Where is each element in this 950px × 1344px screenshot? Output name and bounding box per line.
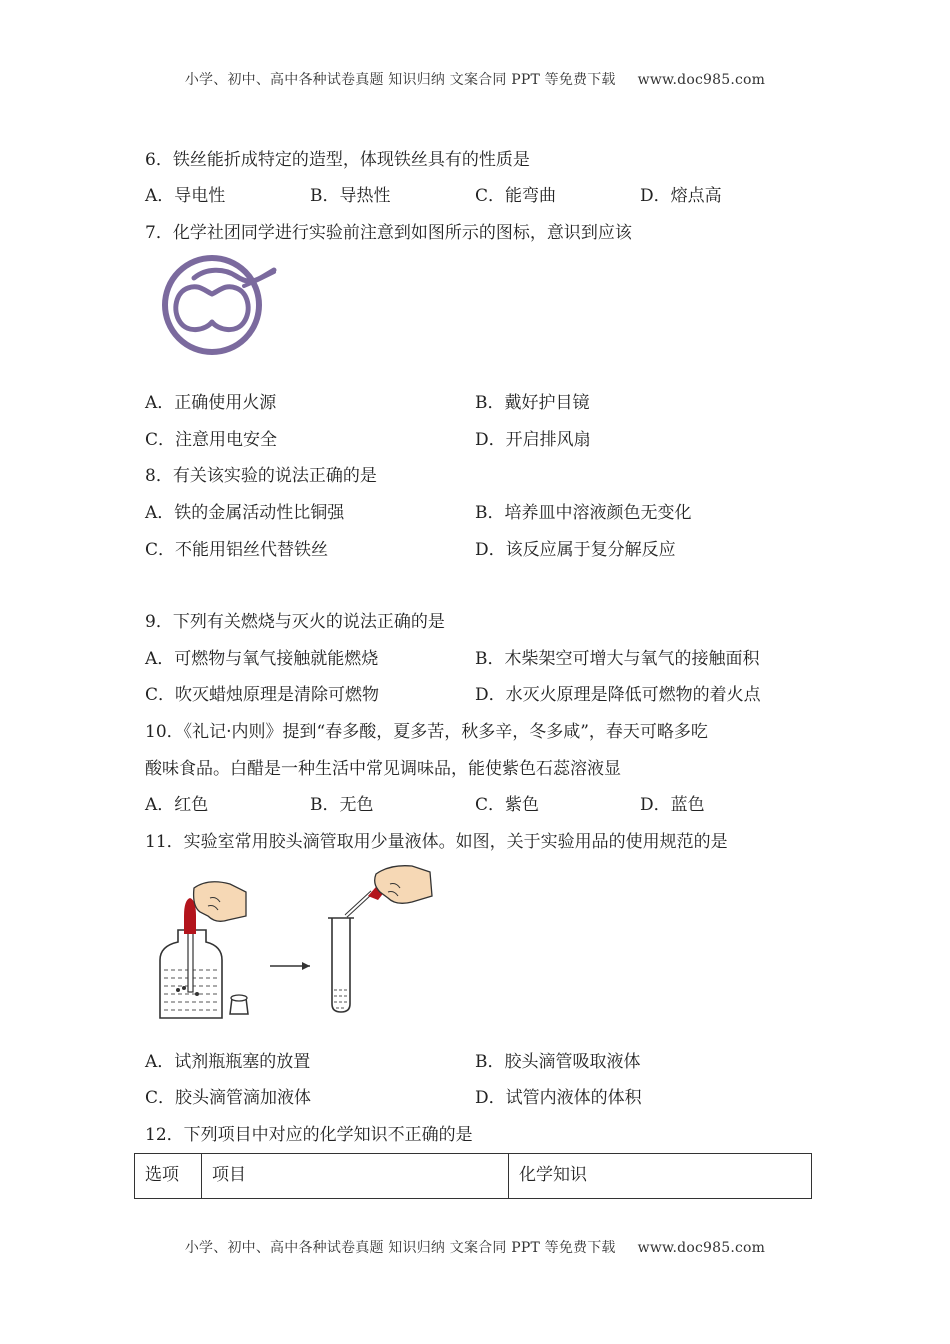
q8-option-c: C．不能用铝丝代替铁丝 [145,540,329,560]
q11-option-b: B．胶头滴管吸取液体 [475,1052,641,1072]
q6-option-d: D．熔点高 [640,186,722,206]
q6-option-a: A．导电性 [145,186,226,206]
q6-option-b: B．导热性 [310,186,391,206]
hand-icon-right [375,866,432,904]
q9-option-d: D．水灭火原理是降低可燃物的着火点 [475,685,761,705]
footer-site: www.doc985.com [637,1240,766,1256]
q7-option-a: A．正确使用火源 [145,393,277,413]
q11-option-a: A．试剂瓶瓶塞的放置 [145,1052,311,1072]
q9-option-a: A．可燃物与氧气接触就能燃烧 [145,649,379,669]
table-header-knowledge: 化学知识 [509,1154,812,1199]
safety-goggles-icon [158,252,284,358]
q8-option-d: D．该反应属于复分解反应 [475,540,676,560]
q10-stem-line1: 10．《礼记·内则》提到“春多酸，夏多苦，秋多辛，冬多咸”，春天可略多吃 [145,722,708,742]
table-header-item: 项目 [202,1154,509,1199]
q10-option-d: D．蓝色 [640,795,705,815]
q9-option-b: B．木柴架空可增大与氧气的接触面积 [475,649,760,669]
dropper-experiment-figure [150,858,440,1028]
header-site: www.doc985.com [637,72,766,88]
footer-text: 小学、初中、高中各种试卷真题 知识归纳 文案合同 PPT 等免费下载 [184,1240,616,1256]
q7-option-c: C．注意用电安全 [145,430,278,450]
q7-option-b: B．戴好护目镜 [475,393,590,413]
q8-stem: 8．有关该实验的说法正确的是 [145,466,377,486]
table-header-row [135,1154,812,1199]
q11-option-d: D．试管内液体的体积 [475,1088,642,1108]
q10-stem-line2: 酸味食品。白醋是一种生活中常见调味品，能使紫色石蕊溶液显 [145,759,621,779]
q10-option-a: A．红色 [145,795,209,815]
q6-option-c: C．能弯曲 [475,186,557,206]
q7-option-d: D．开启排风扇 [475,430,591,450]
q11-stem: 11．实验室常用胶头滴管取用少量液体。如图，关于实验用品的使用规范的是 [145,832,728,852]
q8-option-a: A．铁的金属活动性比铜强 [145,503,345,523]
q9-stem: 9．下列有关燃烧与灭火的说法正确的是 [145,612,445,632]
page-footer [0,1237,950,1257]
header-text: 小学、初中、高中各种试卷真题 知识归纳 文案合同 PPT 等免费下载 [184,72,616,88]
q8-option-b: B．培养皿中溶液颜色无变化 [475,503,692,523]
q12-table [134,1153,812,1199]
page-header [0,69,950,89]
q11-option-c: C．胶头滴管滴加液体 [145,1088,312,1108]
q10-option-c: C．紫色 [475,795,540,815]
q9-option-c: C．吹灭蜡烛原理是清除可燃物 [145,685,380,705]
q6-stem: 6．铁丝能折成特定的造型，体现铁丝具有的性质是 [145,150,530,170]
q10-option-b: B．无色 [310,795,374,815]
table-header-option: 选项 [135,1154,202,1199]
q12-stem: 12．下列项目中对应的化学知识不正确的是 [145,1125,473,1145]
test-tube-icon [328,918,354,1012]
q7-stem: 7．化学社团同学进行实验前注意到如图所示的图标，意识到应该 [145,223,632,243]
